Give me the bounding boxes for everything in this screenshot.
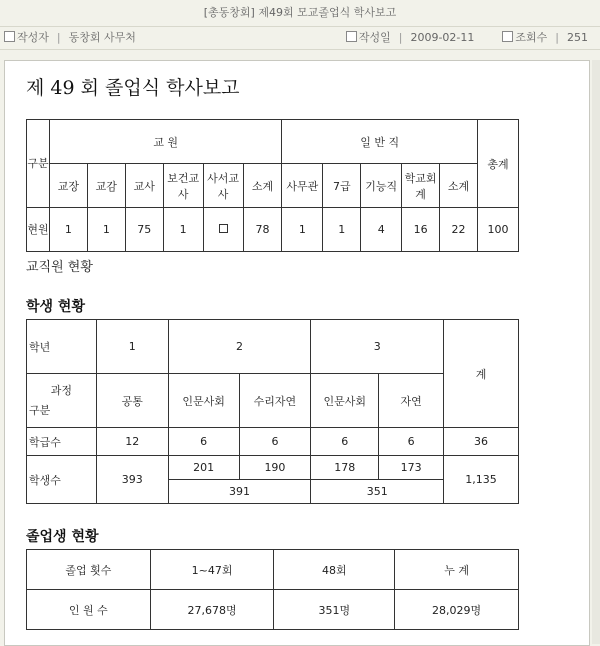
graduates-header: 누 계 — [395, 550, 519, 590]
author-label: 작성자 — [17, 31, 49, 44]
student-count-cell: 173 — [379, 456, 444, 480]
graduates-header: 48회 — [274, 550, 395, 590]
staff-value-cell: 1 — [163, 208, 203, 252]
student-count-cell: 178 — [311, 456, 379, 480]
graduates-value-cell: 28,029명 — [395, 590, 519, 630]
class-count-cell: 6 — [168, 428, 239, 456]
grade-header: 2 — [168, 320, 311, 374]
graduates-table — [26, 549, 519, 630]
course-header: 인문사회 — [168, 374, 239, 428]
student-total-header: 계 — [444, 320, 519, 428]
grade2-subtotal-cell: 391 — [168, 480, 311, 504]
course-division-header — [27, 374, 97, 428]
staff-total-header: 총계 — [477, 120, 518, 208]
course-header: 수리자연 — [239, 374, 311, 428]
division-label: 구분 — [29, 403, 51, 417]
grade1-students-cell: 393 — [96, 456, 168, 504]
author-value: 동창회 사무처 — [68, 31, 136, 44]
teachers-group-header: 교 원 — [49, 120, 281, 164]
course-header: 자연 — [379, 374, 444, 428]
views-value: 251 — [567, 31, 588, 44]
staff-value-cell: 78 — [243, 208, 282, 252]
date-views-group — [346, 27, 588, 49]
general-col-header: 학교회계 — [402, 164, 440, 208]
date-label: 작성일 — [358, 31, 391, 44]
graduates-header: 졸업 횟수 — [27, 550, 151, 590]
student-total-cell: 1,135 — [444, 456, 519, 504]
staff-value-cell: 1 — [323, 208, 361, 252]
general-group-header: 일 반 직 — [282, 120, 478, 164]
staff-table — [26, 119, 519, 252]
graduates-row-label: 인 원 수 — [27, 590, 151, 630]
staff-value-cell: 1 — [282, 208, 323, 252]
grade-header: 3 — [311, 320, 444, 374]
general-col-header: 기능직 — [361, 164, 402, 208]
separator: | — [56, 31, 61, 44]
general-col-header: 사무관 — [282, 164, 323, 208]
staff-value-cell: 22 — [440, 208, 478, 252]
grade3-subtotal-cell: 351 — [311, 480, 444, 504]
separator: | — [398, 31, 403, 44]
date-value: 2009-02-11 — [410, 31, 475, 44]
teacher-col-header: 소계 — [243, 164, 282, 208]
teacher-col-header: 교장 — [49, 164, 87, 208]
teacher-col-header: 교감 — [87, 164, 125, 208]
graduates-section-heading: 졸업생 현황 — [26, 529, 99, 545]
general-col-header: 소계 — [440, 164, 478, 208]
teacher-col-header: 교사 — [125, 164, 163, 208]
window-title: [총동창회] 제49회 모교졸업식 학사보고 — [0, 0, 600, 27]
staff-category-header: 구분 — [27, 120, 50, 208]
grade-label: 학년 — [27, 320, 97, 374]
course-header: 인문사회 — [311, 374, 379, 428]
student-count-cell: 190 — [239, 456, 311, 480]
box-icon — [219, 224, 228, 233]
grade-header: 1 — [96, 320, 168, 374]
student-count-cell: 201 — [168, 456, 239, 480]
teacher-col-header: 사서교사 — [203, 164, 243, 208]
course-label: 과정 — [50, 383, 73, 397]
student-table — [26, 319, 519, 504]
class-count-cell: 6 — [239, 428, 311, 456]
class-count-cell: 12 — [96, 428, 168, 456]
separator: | — [555, 31, 559, 44]
teacher-col-header: 보건교사 — [163, 164, 203, 208]
views-checkbox-icon — [502, 31, 513, 42]
post-body — [4, 60, 590, 646]
general-col-header: 7급 — [323, 164, 361, 208]
staff-value-cell — [203, 208, 243, 252]
staff-caption: 교직원 현황 — [26, 260, 93, 275]
page-scrollbar[interactable] — [592, 60, 600, 644]
staff-value-cell: 16 — [402, 208, 440, 252]
class-count-label: 학급수 — [27, 428, 97, 456]
staff-value-cell: 1 — [49, 208, 87, 252]
student-section-heading: 학생 현황 — [26, 299, 85, 315]
class-count-cell: 6 — [379, 428, 444, 456]
staff-total-value: 100 — [477, 208, 518, 252]
staff-row-label: 현원 — [27, 208, 50, 252]
graduates-value-cell: 27,678명 — [150, 590, 274, 630]
date-checkbox-icon — [346, 31, 357, 42]
staff-value-cell: 1 — [87, 208, 125, 252]
graduates-value-cell: 351명 — [274, 590, 395, 630]
author-group — [4, 27, 136, 49]
class-total-cell: 36 — [444, 428, 519, 456]
staff-value-cell: 75 — [125, 208, 163, 252]
document-title: 제 49 회 졸업식 학사보고 — [26, 77, 240, 99]
author-checkbox-icon — [4, 31, 15, 42]
course-header: 공통 — [96, 374, 168, 428]
staff-value-cell: 4 — [361, 208, 402, 252]
post-meta-bar — [0, 27, 600, 50]
student-count-label: 학생수 — [27, 456, 97, 504]
class-count-cell: 6 — [311, 428, 379, 456]
graduates-header: 1~47회 — [150, 550, 274, 590]
views-label: 조회수 — [515, 31, 548, 44]
